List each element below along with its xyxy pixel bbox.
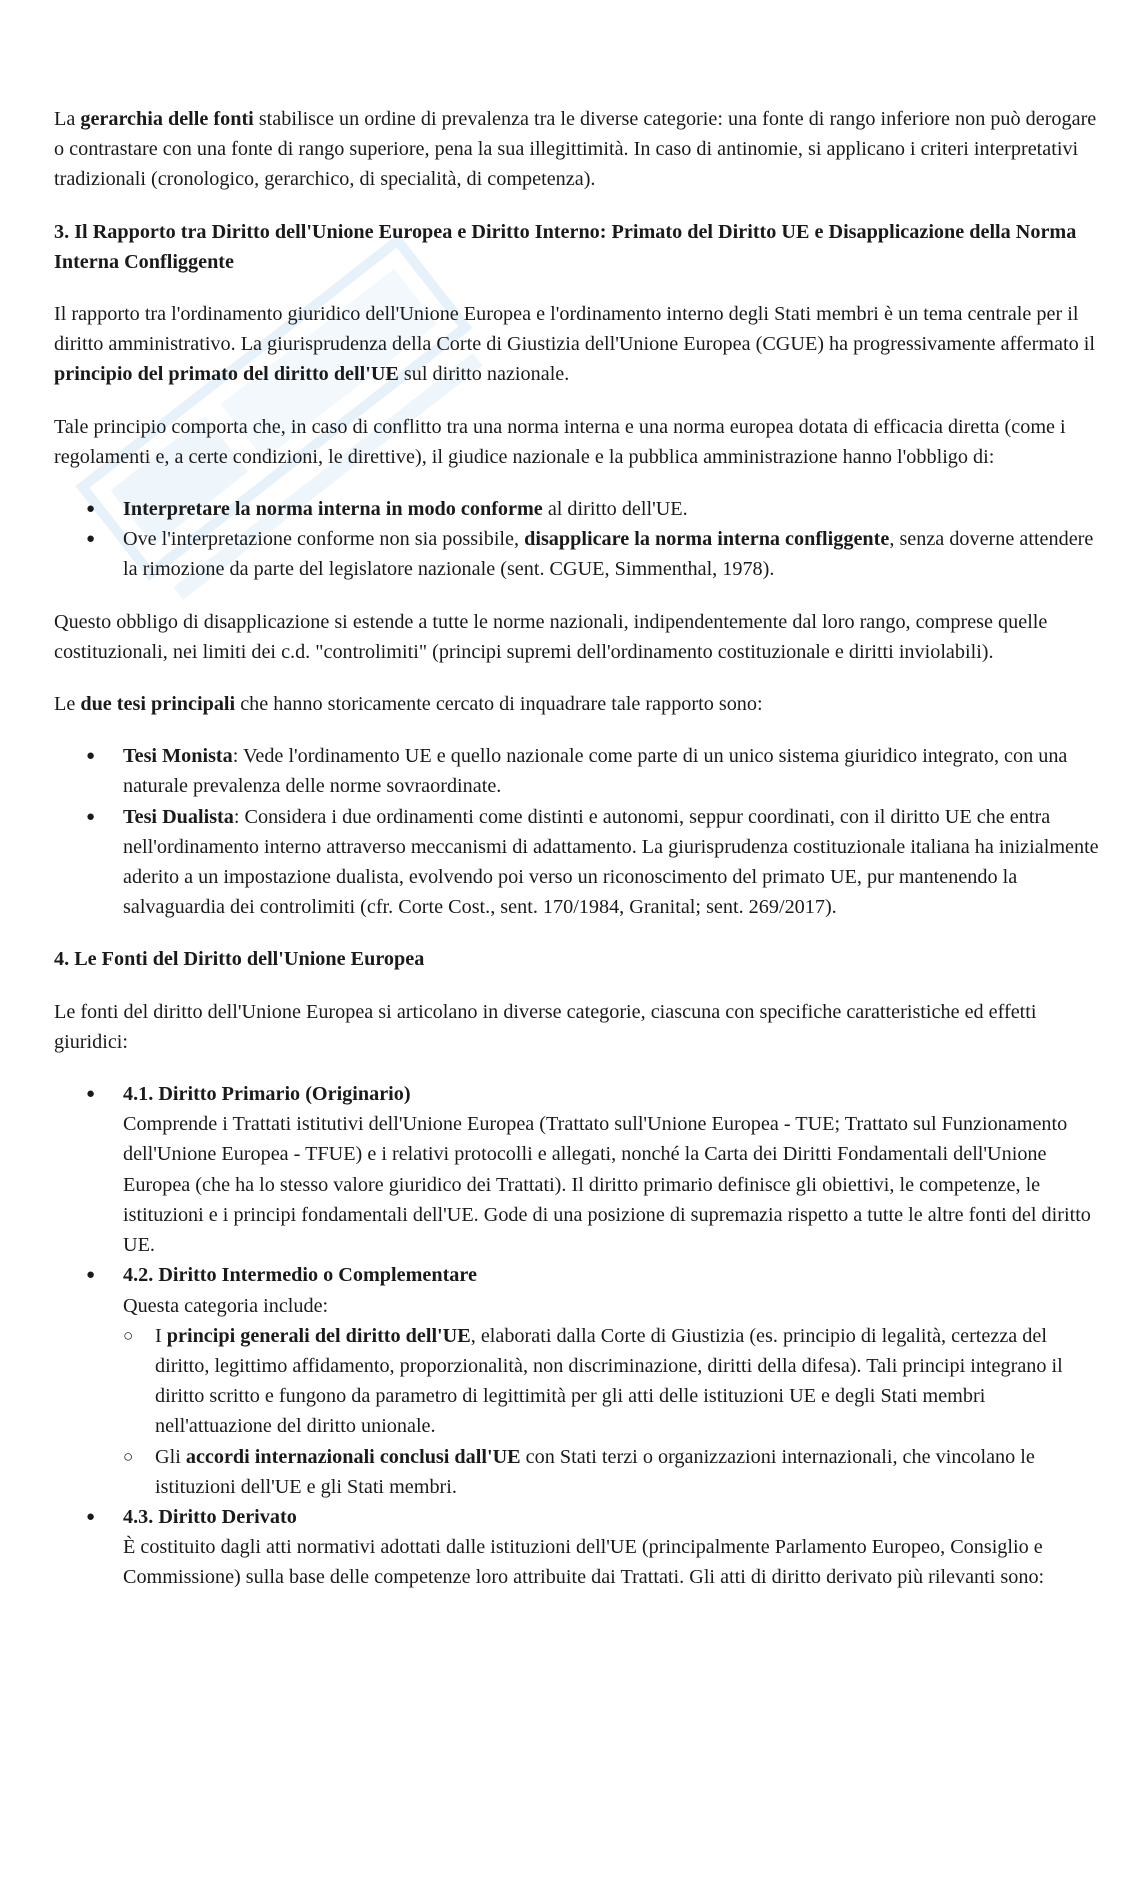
bold-term: due tesi principali	[80, 693, 236, 716]
paragraph-principio: Tale principio comporta che, in caso di conflitto tra una norma interna e una norma europea dotata di efficacia diretta (come i regolamenti e, a certe condizioni, le direttive), il giudice nazionale e la pubblica amministrazione hanno l'obbligo di:	[54, 415, 1066, 468]
list-item	[54, 1079, 1104, 1260]
subsection-title: ● 4.1. Diritto Primario (Originario)	[123, 1083, 411, 1106]
paragraph-tesi: Le due tesi principali che hanno storicamente cercato di inquadrare tale rapporto sono:	[54, 693, 763, 716]
list-item: ● Interpretare la norma interna in modo conforme al diritto dell'UE.	[54, 494, 1104, 524]
subsection-text: Questa categoria include:	[123, 1294, 329, 1317]
bold-term: accordi internazionali conclusi dall'UE	[185, 1445, 521, 1468]
paragraph-fonti: Le fonti del diritto dell'Unione Europea si articolano in diverse categorie, ciascuna con specifiche caratteristiche ed effetti giuridici:	[54, 1000, 1037, 1053]
paragraph-disapplicazione: Questo obbligo di disapplicazione si estende a tutte le norme nazionali, indipendentemente dal loro rango, comprese quelle costituzionali, nei limiti dei c.d. "controlimiti" (principi supremi dell'ordinamento costituzionale e diritti inviolabili).	[54, 610, 1048, 663]
bold-term: disapplicare la norma interna confliggente	[524, 528, 890, 551]
bold-term: gerarchia delle fonti	[80, 108, 254, 130]
bullet-list-tesi	[54, 741, 1104, 922]
sub-list-item: ○ Gli accordi internazionali conclusi dall'UE con Stati terzi o organizzazioni internazionali, che vincolano le istituzioni dell'UE e gli Stati membri.	[123, 1442, 1104, 1502]
list-item	[54, 1502, 1104, 1593]
section-heading-3: 3. Il Rapporto tra Diritto dell'Unione Europea e Diritto Interno: Primato del Diritto UE e Disapplicazione della Norma Interna Confliggente	[54, 220, 1077, 273]
sub-list	[123, 1321, 1104, 1502]
bullet-list-fonti	[54, 1079, 1104, 1592]
bold-term: Tesi Monista	[123, 745, 233, 768]
list-item: ● Ove l'interpretazione conforme non sia possibile, disapplicare la norma interna confliggente, senza doverne attendere la rimozione da parte del legislatore nazionale (sent. CGUE, Simmenthal, 1978).	[54, 524, 1104, 584]
subsection-text: È costituito dagli atti normativi adottati dalle istituzioni dell'UE (principalmente Parlamento Europeo, Consiglio e Commissione) sulla base delle competenze loro attribuite dai Trattati. Gli atti di diritto derivato più rilevanti sono:	[123, 1536, 1045, 1589]
list-item: ● Tesi Monista: Vede l'ordinamento UE e quello nazionale come parte di un unico sistema giuridico integrato, con una naturale prevalenza delle norme sovraordinate.	[54, 741, 1104, 801]
subsection-title: ● 4.2. Diritto Intermedio o Complementare	[123, 1264, 477, 1287]
bullet-list-obblighi	[54, 494, 1104, 585]
bold-term: principio del primato del diritto dell'UE	[54, 363, 399, 386]
bold-term: Interpretare la norma interna in modo conforme	[123, 498, 543, 521]
document-page	[54, 104, 1104, 1615]
subsection-text: Comprende i Trattati istitutivi dell'Unione Europea (Trattato sull'Unione Europea - TUE; Trattato sul Funzionamento dell'Unione Europea - TFUE) e i relativi protocolli e allegati, nonché la Carta dei Diritti Fondamentali dell'Unione Europea (che ha lo stesso valore giuridico dei Trattati). Il diritto primario definisce gli obiettivi, le competenze, le istituzioni e i principi fondamentali dell'UE. Gode di una posizione di supremazia rispetto a tutte le altre fonti del diritto UE.	[123, 1113, 1091, 1257]
bold-term: Tesi Dualista	[123, 805, 234, 828]
sub-list-item: ○ I principi generali del diritto dell'UE, elaborati dalla Corte di Giustizia (es. principio di legalità, certezza del diritto, legittimo affidamento, proporzionalità, non discriminazione, diritti della difesa). Tali principi integrano il diritto scritto e fungono da parametro di legittimità per gli atti delle istituzioni UE e degli Stati membri nell'attuazione del diritto unionale.	[123, 1321, 1104, 1442]
bold-term: principi generali del diritto dell'UE	[166, 1324, 471, 1347]
section-heading-4: 4. Le Fonti del Diritto dell'Unione Europea	[54, 948, 425, 971]
list-item	[54, 1260, 1104, 1502]
paragraph-gerarchia: La gerarchia delle fonti stabilisce un ordine di prevalenza tra le diverse categorie: una fonte di rango inferiore non può derogare o contrastare con una fonte di rango superiore, pena la sua illegittimità. In caso di antinomie, si applicano i criteri interpretativi tradizionali (cronologico, gerarchico, di specialità, di competenza).	[54, 108, 1097, 191]
paragraph-rapporto: Il rapporto tra l'ordinamento giuridico dell'Unione Europea e l'ordinamento interno degli Stati membri è un tema centrale per il diritto amministrativo. La giurisprudenza della Corte di Giustizia dell'Unione Europea (CGUE) ha progressivamente affermato il principio del primato del diritto dell'UE sul diritto nazionale.	[54, 303, 1095, 386]
subsection-title: ● 4.3. Diritto Derivato	[123, 1505, 297, 1528]
list-item: ● Tesi Dualista: Considera i due ordinamenti come distinti e autonomi, seppur coordinati, con il diritto UE che entra nell'ordinamento interno attraverso meccanismi di adattamento. La giurisprudenza costituzionale italiana ha inizialmente aderito a un impostazione dualista, evolvendo poi verso un riconoscimento del primato UE, pur mantenendo la salvaguardia dei controlimiti (cfr. Corte Cost., sent. 170/1984, Granital; sent. 269/2017).	[54, 802, 1104, 923]
